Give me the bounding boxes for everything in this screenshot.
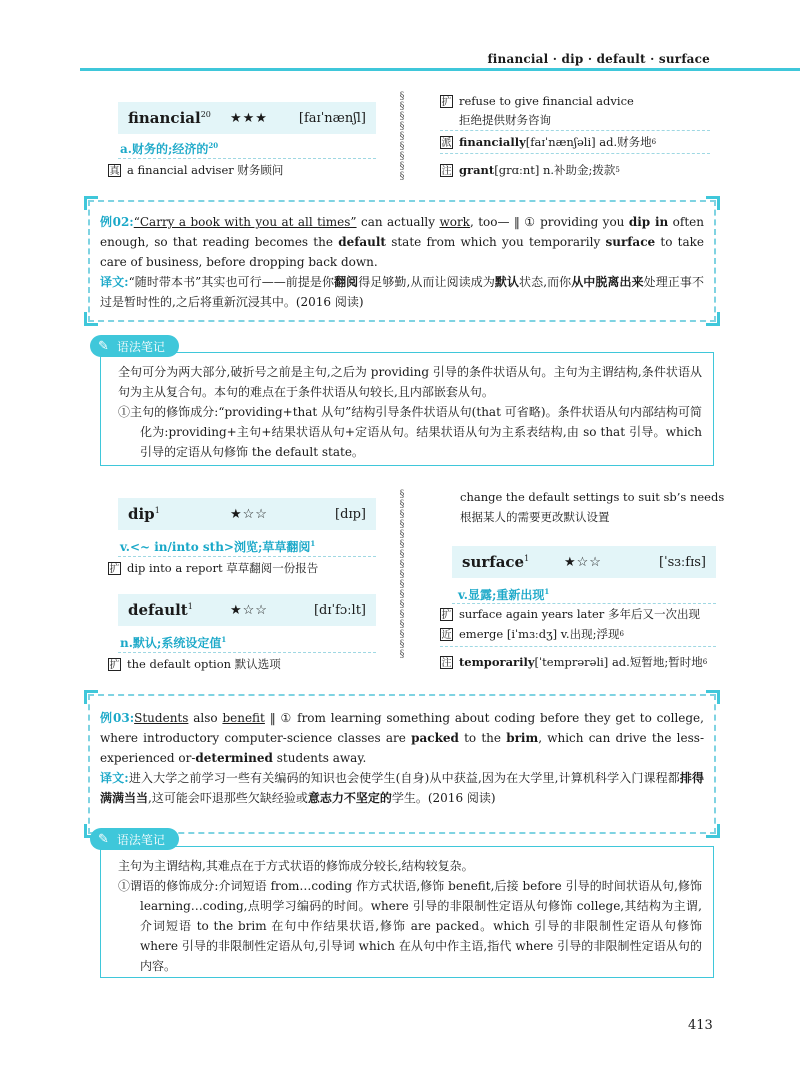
pronunciation: [dɪˈfɔːlt] xyxy=(313,602,366,618)
note-icon: 注 xyxy=(441,657,452,669)
pen-icon: ✎ xyxy=(98,831,109,847)
pronunciation: [faɪˈnænʃl] xyxy=(298,110,366,126)
corner-ornament xyxy=(84,690,98,704)
example-entry: 扩 dip into a report 草草翻阅一份报告 xyxy=(109,561,319,575)
headword: surface$^1$ xyxy=(462,553,530,571)
headword: financial$^{20}$ xyxy=(128,109,211,127)
extend-icon: 扩 xyxy=(441,609,452,621)
corner-ornament xyxy=(706,824,720,838)
extend-continuation-translation: 根据某人的需要更改默认设置 xyxy=(460,510,610,524)
entry-extend: 扩 refuse to give financial advice xyxy=(441,94,634,108)
extend-continuation: change the default settings to suit sb’s needs xyxy=(460,490,725,504)
derivative-icon: 派 xyxy=(441,137,452,149)
divider xyxy=(440,130,710,131)
word-card-dip xyxy=(118,498,376,530)
wavy-column-divider: § § § § § § § § § § § § § § § § § xyxy=(399,489,405,660)
pen-icon: ✎ xyxy=(98,338,109,354)
running-header: financial · dip · default · surface xyxy=(487,52,710,66)
corner-ornament xyxy=(706,196,720,210)
divider xyxy=(118,652,376,653)
word-card-surface xyxy=(452,546,716,578)
extend-icon: 扩 xyxy=(109,659,120,671)
grammar-note-1-para-1: 全句可分为两大部分,破折号之前是主句,之后为 providing 引导的条件状语从句。主句为主谓结构,条件状语从句为主从复合句。本句的难点在于条件状语从句较长,且内部嵌套从句。 xyxy=(118,365,702,399)
entry-extend-translation: 拒绝提供财务咨询 xyxy=(459,113,551,127)
definition: n.默认;系统设定值$^1$ xyxy=(120,635,227,650)
corner-ornament xyxy=(706,312,720,326)
corner-ornament xyxy=(84,312,98,326)
grammar-note-1-para-2: ①主句的修饰成分:“providing+that 从句”结构引导条件状语从句(that 可省略)。条件状语从句内部结构可简化为:providing+主句+结果状语从句+定语从句。结果状语从句为主系表结构,由 so that 引导。which 引导的定语从句修饰 the default state。 xyxy=(118,405,702,459)
grammar-note-tab: ✎ 语法笔记 xyxy=(90,828,179,850)
frequency-stars: ★★★ xyxy=(230,110,268,126)
synonym-icon: 近 xyxy=(441,629,452,641)
divider xyxy=(440,153,710,154)
divider xyxy=(118,556,376,557)
note-icon: 注 xyxy=(441,165,452,177)
frequency-stars: ★☆☆ xyxy=(230,506,268,522)
example-02-english: 例02:“Carry a book with you at all times” can actually work, too— ‖ ① providing you dip in often enough, so that reading becomes the default state from which you temporarily surface to take care of business, before dropping back down. xyxy=(100,215,704,269)
definition: v.显露;重新出现$^1$ xyxy=(458,587,550,602)
entry-extend: 扩 surface again years later 多年后又一次出现 xyxy=(441,607,700,621)
divider xyxy=(118,158,376,159)
entry-derivative: 派 financially [faɪˈnænʃəli] ad.财务地 6 xyxy=(441,135,657,149)
grammar-note-2-para-2: ①谓语的修饰成分:介词短语 from…coding 作方式状语,修饰 benefit,后接 before 引导的时间状语从句,修饰 learning…coding,点明学习编码的时间。where 引导的非限制性定语从句修饰 college,其结构为主谓,介词短语 to the brim 在句中作结果状语,修饰 are packed。which 引导的非限制性定语从句修饰 where 引导的非限制性定语从句,引导词 which 在从句中作主语,指代 where 引导的非限制性定语从句的内容。 xyxy=(118,879,702,973)
entry-synonym: 近 emerge [iˈmɜːdʒ] v.出现;浮现 6 xyxy=(441,627,624,641)
example-entry: 真 a financial adviser 财务顾问 xyxy=(109,163,284,177)
grammar-note-2-para-1: 主句为主谓结构,其难点在于方式状语的修饰成分较长,结构较复杂。 xyxy=(118,859,474,873)
pronunciation: [ˈsɜːfɪs] xyxy=(658,554,706,570)
example-02-translation: 译文:“随时带本书”其实也可行——前提是你翻阅得足够勤,从而让阅读成为默认状态,而你从中脱离出来处理正事不过是暂时性的,之后将重新沉浸其中。(2016 阅读) xyxy=(100,275,704,309)
example-03-translation: 译文:进入大学之前学习一些有关编码的知识也会使学生(自身)从中获益,因为在大学里,计算机科学入门课程都排得满满当当,这可能会吓退那些欠缺经验或意志力不坚定的学生。(2016 阅读) xyxy=(100,771,704,805)
extend-icon: 扩 xyxy=(109,563,120,575)
tag-icon: 真 xyxy=(109,165,120,177)
example-entry: 扩 the default option 默认选项 xyxy=(109,657,281,671)
grammar-note-tab: ✎ 语法笔记 xyxy=(90,335,179,357)
wavy-column-divider: § § § § § § § § § xyxy=(399,91,405,182)
example-03-english: 例03:Students also benefit ‖ ① from learning something about coding before they get to college, where introductory computer-science classes are packed to the brim, which can drive the less-experienced or-determined students away. xyxy=(100,711,704,765)
frequency-stars: ★☆☆ xyxy=(564,554,602,570)
word-card-financial xyxy=(118,102,376,134)
page-number: 413 xyxy=(688,1018,713,1033)
corner-ornament xyxy=(84,196,98,210)
pronunciation: [dɪp] xyxy=(335,506,366,522)
entry-note: 注 temporarily [ˈtemprərəli] ad.短暂地;暂时地 6 xyxy=(441,655,708,669)
headword: default$^1$ xyxy=(128,601,193,619)
word-card-default xyxy=(118,594,376,626)
definition: v.<~ in/into sth>浏览;草草翻阅$^1$ xyxy=(120,539,316,554)
divider xyxy=(452,603,716,604)
entry-note: 注 grant [grɑːnt] n.补助金;拨款 5 xyxy=(441,163,620,177)
definition: a.财务的;经济的$^{20}$ xyxy=(120,141,219,156)
divider xyxy=(440,646,716,647)
extend-icon: 扩 xyxy=(441,96,452,108)
headword: dip$^1$ xyxy=(128,505,160,523)
header-rule xyxy=(80,68,800,71)
frequency-stars: ★☆☆ xyxy=(230,602,268,618)
corner-ornament xyxy=(706,690,720,704)
